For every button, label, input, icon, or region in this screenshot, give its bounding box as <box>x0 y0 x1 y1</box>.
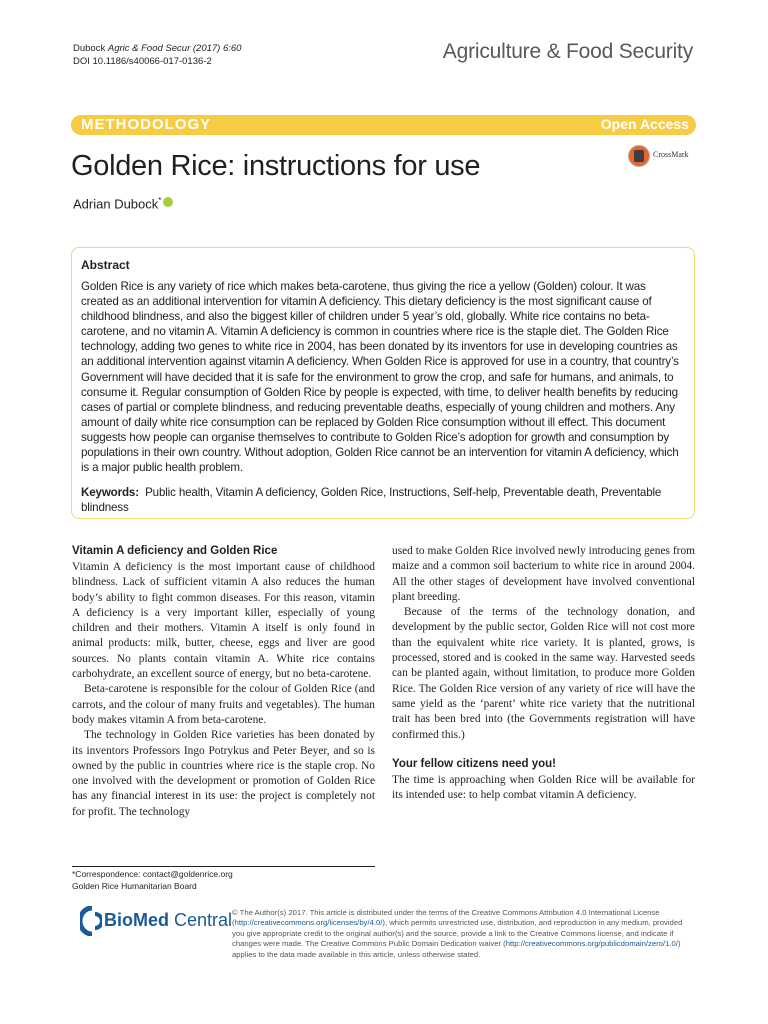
orcid-icon[interactable] <box>163 197 173 207</box>
right-column <box>392 544 695 803</box>
article-type-label: METHODOLOGY <box>81 116 212 133</box>
abstract-text: Golden Rice is any variety of rice which makes beta-carotene, thus giving the rice a yellow (Golden) colour. It was created as an additional intervention for vitamin A deficiency. This dietary deficiency is the most significant cause of childhood blindness, and also the biggest killer of children under 5 year’s old, globally. White rice contains no beta-carotene, and no vitamin A. Vitamin A deficiency is common in countries where rice is the staple diet. The Golden Rice technology, adding two genes to white rice in 2004, has been donated by its inventors for use in developing countries as an additional intervention against vitamin A deficiency. When Golden Rice is approved for use in a country, that country’s Government will have decided that it is safe for the environment to grow the crop, and safe for humans, and animals, to consume it. Regular consumption of Golden Rice by people is expected, with time, to deliver health benefits by reducing cases of partial or complete blindness, and reducing preventable deaths, especially of young children and mothers. Any amount of daily white rice consumption can be replaced by Golden Rice consumption without ill effect. This document suggests how people can organise themselves to contribute to Golden Rice’s adoption for growth and consumption by populations in their own country. Without adoption, Golden Rice cannot be an intervention for vitamin A deficiency, which is a major public health problem. <box>81 280 679 475</box>
paragraph: used to make Golden Rice involved newly introducing genes from maize and a common soil bacterium to white rice in around 2004. All the other stages of development have involved conventional plant breeding. <box>392 545 695 603</box>
abstract-box <box>71 247 695 519</box>
open-access-label: Open Access <box>600 116 689 132</box>
paragraph: Vitamin A deficiency is the most important cause of childhood blindness. Lack of sufficient vitamin A also reduces the human body’s ability to fight common diseases. For this reason, vitamin A deficiency is a very important killer, especially of young children and their mothers. Vitamin A itself is only found in animal products: milk, butter, cheese, eggs and liver are good sources. No plants contain vitamin A. White rice contains carbohydrate, an excellent source of energy, but no beta-carotene. <box>72 561 375 681</box>
affiliation: Golden Rice Humanitarian Board <box>72 881 197 891</box>
keywords-label: Keywords: <box>81 486 139 499</box>
paragraph: Beta-carotene is responsible for the colour of Golden Rice (and carrots, and the colour of many fruits and vegetables). The human body makes vitamin A from beta-carotene. <box>72 683 375 726</box>
biomed-central-icon <box>80 906 102 936</box>
footnote <box>72 868 233 892</box>
article-title: Golden Rice: instructions for use <box>71 150 481 182</box>
license-link[interactable]: http://creativecommons.org/licenses/by/4.0/ <box>234 918 383 928</box>
citation-journal: Agric & Food Secur (2017) 6:60 <box>107 43 242 54</box>
section-heading: Vitamin A deficiency and Golden Rice <box>72 545 278 557</box>
doi: DOI 10.1186/s40066-017-0136-2 <box>73 56 212 67</box>
publisher-name <box>104 910 232 931</box>
left-column <box>72 544 375 820</box>
paragraph: The technology in Golden Rice varieties has been donated by its inventors Professors Ingo Potrykus and Peter Beyer, and so is owned by the public in countries where rice is the staple crop. No one involved with the development or promotion of Golden Rice has any financial interest in its use: the project is completely not for profit. The technology <box>72 729 375 818</box>
publisher-name-rest: Central <box>169 910 233 930</box>
keywords <box>81 485 686 515</box>
footnote-rule <box>72 866 375 867</box>
citation-author: Dubock <box>73 43 108 54</box>
author-line <box>73 196 173 211</box>
journal-name: Agriculture & Food Security <box>442 40 693 63</box>
article-type-banner <box>71 115 696 135</box>
paragraph: The time is approaching when Golden Rice will be available for its intended use: to help combat vitamin A deficiency. <box>392 773 695 802</box>
abstract-heading: Abstract <box>81 258 130 272</box>
license-part: ), which permits unrestricted use, distribution, and reproduction in any medium, provided you give appropriate credit to the original author(s) and the source, provide a link to the Creative Commons license, and indicate if changes were made. The Creative Commons Public Domain Dedication waiver ( <box>232 918 683 949</box>
correspondence: *Correspondence: contact@goldenrice.org <box>72 869 233 879</box>
author-name[interactable]: Adrian Dubock <box>73 196 159 212</box>
citation-block <box>73 42 241 68</box>
keywords-list: Public health, Vitamin A deficiency, Golden Rice, Instructions, Self-help, Preventable death, Preventable blindness <box>81 486 662 514</box>
paragraph: Because of the terms of the technology donation, and development by the public sector, Golden Rice will not cost more than the equivalent white rice variety. It is planted, grows, is processed, stored and is cooked in the same way. Harvested seeds can be planted again, without limitation, to produce more Golden Rice. The Golden Rice version of any variety of rice will have the same yield as the ‘parent’ white rice variety that the nutritional trait has been bred into (the Governments registration will have confirmed this.) <box>392 606 695 741</box>
publisher-logo[interactable] <box>80 906 240 946</box>
license-part: © The Author(s) 2017. This article is distributed under the terms of the Creative Commons Attribution 4.0 International License ( <box>232 908 660 928</box>
crossmark-label: CrossMark <box>653 150 689 159</box>
crossmark-icon <box>628 145 650 167</box>
license-part: ) applies to the data made available in this article, unless otherwise stated. <box>232 939 681 959</box>
publisher-name-bold: BioMed <box>104 910 169 930</box>
citation-line <box>73 42 241 55</box>
author-mark: * <box>158 196 162 205</box>
crossmark-badge[interactable] <box>628 145 698 167</box>
section-heading: Your fellow citizens need you! <box>392 757 557 770</box>
license-link[interactable]: http://creativecommons.org/publicdomain/zero/1.0/ <box>505 939 678 949</box>
license-text <box>232 908 694 960</box>
